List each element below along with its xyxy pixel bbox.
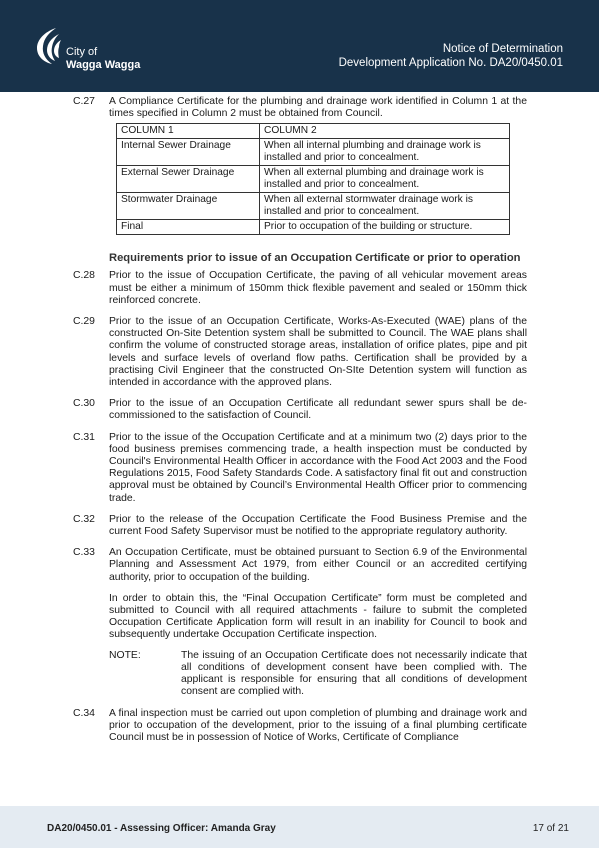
org-name-line1: City of bbox=[66, 46, 98, 58]
condition-text: Prior to the issue of an Occupation Certificate, Works-As-Executed (WAE) plans of the constructed On-Site Detention system shall be submitted to Council. The WAE plans shall confirm the volume of constructed storage areas, installation of orifice plates, pipe and pit levels and surface levels of overland flow paths. Certification shall be provided by a practising Civil Engineer that the constructed On-SIte Detention system will function as intended in accordance with the approved plans. bbox=[109, 316, 527, 389]
condition-number: C.32 bbox=[73, 513, 95, 525]
compliance-table bbox=[116, 123, 510, 235]
condition-c30 bbox=[0, 398, 599, 422]
condition-text: Prior to the issue of the Occupation Certificate and at a minimum two (2) days prior to the food business premises commencing trade, a health inspection must be conducted by Council's Environmental Health Officer in accordance with the Food Act 2003 and the Food Regulations 2015, Food Safety Standards Code. A satisfactory final fit out and construction approval must be obtained by Council’s Environmental Health Officer prior to commencing trade. bbox=[109, 431, 527, 504]
condition-text: A final inspection must be carried out upon completion of plumbing and drainage work and prior to occupation of the development, prior to the issuing of a final plumbing certificate Council must be in possession of Notice of Works, Certificate of Compliance bbox=[109, 707, 527, 743]
condition-number: C.29 bbox=[73, 316, 95, 328]
section-heading: Requirements prior to issue of an Occupation Certificate or prior to operation bbox=[109, 252, 521, 265]
condition-c28 bbox=[0, 270, 599, 307]
page-content bbox=[0, 96, 599, 744]
note-label: NOTE: bbox=[109, 649, 141, 661]
condition-c33 bbox=[0, 547, 599, 698]
condition-text: In order to obtain this, the “Final Occupation Certificate” form must be completed and submitted to Council with all required attachments - failure to submit the completed Occupation Certificate Application form will result in an inability for Council to book and subsequently undertake Occupation Certificate inspection. bbox=[109, 592, 527, 641]
condition-number: C.34 bbox=[73, 707, 95, 719]
note-text: The issuing of an Occupation Certificate does not necessarily indicate that all conditions of development consent have been complied with. The applicant is responsible for ensuring that all conditions of development consent are complied with. bbox=[181, 649, 527, 698]
table-cell: Internal Sewer Drainage bbox=[117, 139, 260, 166]
footer-reference: DA20/0450.01 - Assessing Officer: Amanda Gray bbox=[47, 823, 276, 834]
table-row bbox=[117, 166, 510, 193]
table-header-cell: COLUMN 1 bbox=[117, 124, 260, 139]
table-row bbox=[117, 220, 510, 235]
document-title-line2: Development Application No. DA20/0450.01 bbox=[338, 57, 563, 69]
condition-text: An Occupation Certificate, must be obtained pursuant to Section 6.9 of the Environmental Planning and Assessment Act 1979, from either Council or an accredited certifying authority, prior to occupation of the building. bbox=[109, 547, 527, 583]
org-name bbox=[66, 46, 140, 72]
condition-c31 bbox=[0, 432, 599, 505]
table-cell: When all internal plumbing and drainage work is installed and prior to concealment. bbox=[260, 139, 510, 166]
condition-c29 bbox=[0, 316, 599, 389]
table-header-cell: COLUMN 2 bbox=[260, 124, 510, 139]
table-cell: When all external stormwater drainage work is installed and prior to concealment. bbox=[260, 193, 510, 220]
document-title bbox=[339, 42, 563, 70]
note bbox=[109, 650, 527, 699]
table-cell: When all external plumbing and drainage work is installed and prior to concealment. bbox=[260, 166, 510, 193]
table-cell: Final bbox=[117, 220, 260, 235]
condition-number: C.30 bbox=[73, 398, 95, 410]
table-header-row bbox=[117, 124, 510, 139]
condition-number: C.27 bbox=[73, 96, 95, 107]
document-title-line1: Notice of Determination bbox=[442, 43, 563, 55]
condition-text: Prior to the issue of Occupation Certificate, the paving of all vehicular movement areas must be either a minimum of 150mm thick flexible pavement and sealed or 150mm thick reinforced concrete. bbox=[109, 270, 527, 306]
org-name-line2: Wagga Wagga bbox=[66, 59, 141, 71]
condition-c34 bbox=[0, 708, 599, 745]
page-header bbox=[0, 0, 599, 92]
condition-c32 bbox=[0, 514, 599, 538]
condition-text: A Compliance Certificate for the plumbing and drainage work identified in Column 1 at the times specified in Column 2 must be obtained from Council. bbox=[109, 96, 527, 120]
table-cell: External Sewer Drainage bbox=[117, 166, 260, 193]
city-logo bbox=[34, 26, 64, 72]
condition-number: C.28 bbox=[73, 270, 95, 282]
condition-c27 bbox=[0, 96, 599, 120]
table-cell: Stormwater Drainage bbox=[117, 193, 260, 220]
condition-number: C.31 bbox=[73, 431, 95, 443]
condition-text: Prior to the issue of an Occupation Certificate all redundant sewer spurs shall be de-commissioned to the satisfaction of Council. bbox=[109, 398, 527, 422]
condition-text: Prior to the release of the Occupation Certificate the Food Business Premise and the current Food Safety Supervisor must be notified to the appropriate regulatory authority. bbox=[109, 513, 527, 538]
table-row bbox=[117, 139, 510, 166]
page-number: 17 of 21 bbox=[532, 823, 569, 834]
condition-number: C.33 bbox=[73, 547, 95, 559]
table-row bbox=[117, 193, 510, 220]
crow-logo-icon bbox=[34, 26, 64, 72]
page-footer bbox=[0, 806, 599, 848]
table-cell: Prior to occupation of the building or structure. bbox=[260, 220, 510, 235]
